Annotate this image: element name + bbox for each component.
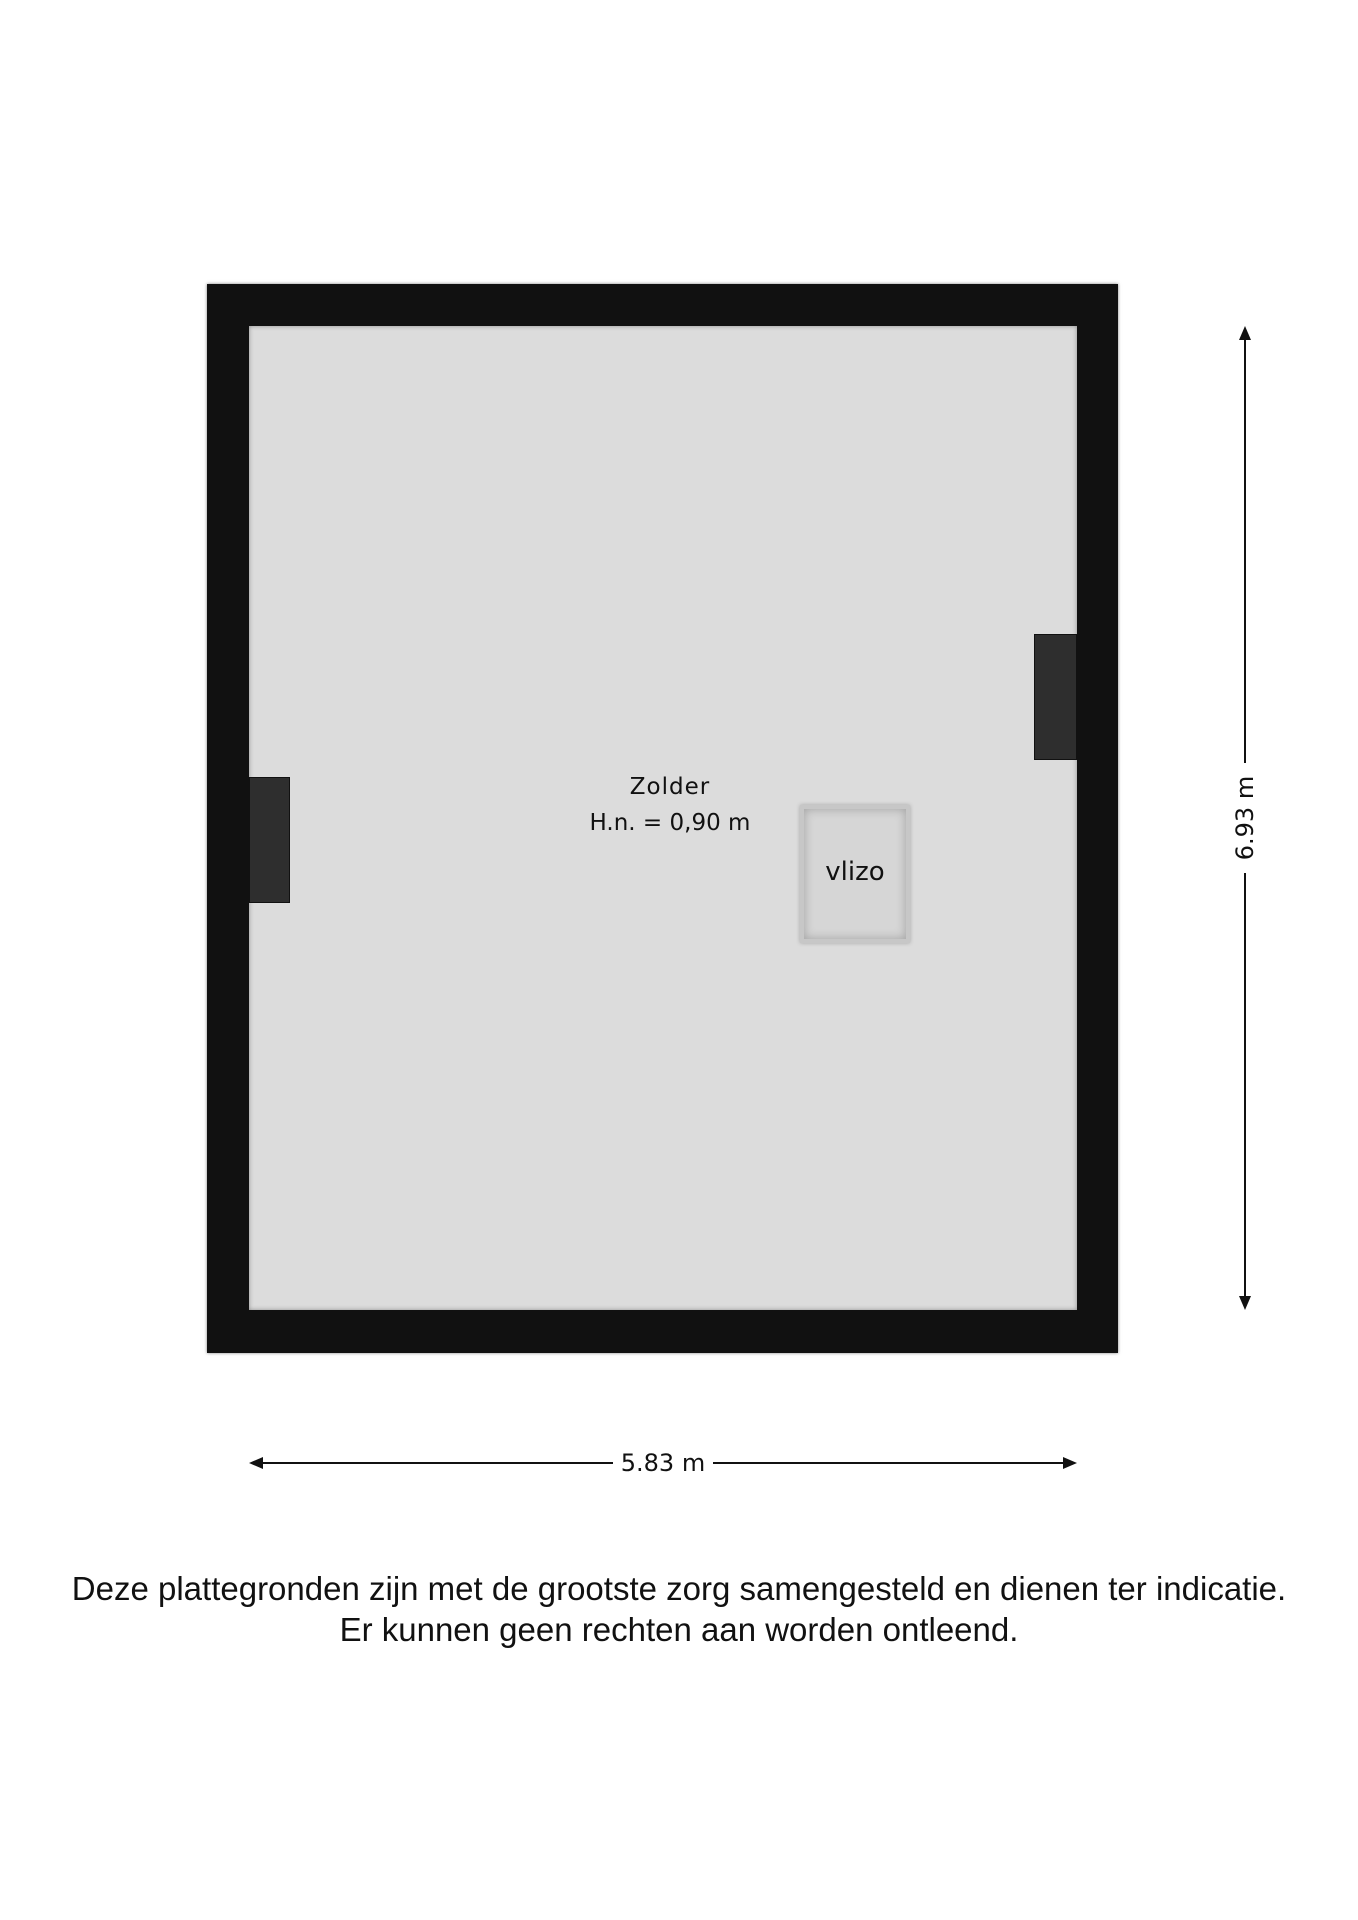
- window-right: [1034, 634, 1077, 760]
- disclaimer: [0, 1568, 1358, 1650]
- loft-hatch: [800, 805, 910, 943]
- arrow-up-icon: [1239, 326, 1251, 340]
- window-left: [249, 777, 290, 903]
- arrow-right-icon: [1063, 1457, 1077, 1469]
- disclaimer-line-1: Deze plattegronden zijn met de grootste zorg samengesteld en dienen ter indicatie.: [71, 1570, 1287, 1607]
- arrow-down-icon: [1239, 1296, 1251, 1310]
- arrow-left-icon: [249, 1457, 263, 1469]
- room-height-note: H.n. = 0,90 m: [589, 810, 751, 836]
- disclaimer-line-2: Er kunnen geen rechten aan worden ontleend.: [339, 1611, 1019, 1648]
- width-dimension-label: 5.83 m: [613, 1448, 713, 1478]
- width-dimension: [249, 1448, 1077, 1478]
- hatch-label: vlizo: [825, 857, 885, 887]
- depth-dimension: [1230, 326, 1260, 1310]
- depth-dimension-label: 6.93 m: [1230, 763, 1260, 873]
- room-name: Zolder: [629, 774, 711, 800]
